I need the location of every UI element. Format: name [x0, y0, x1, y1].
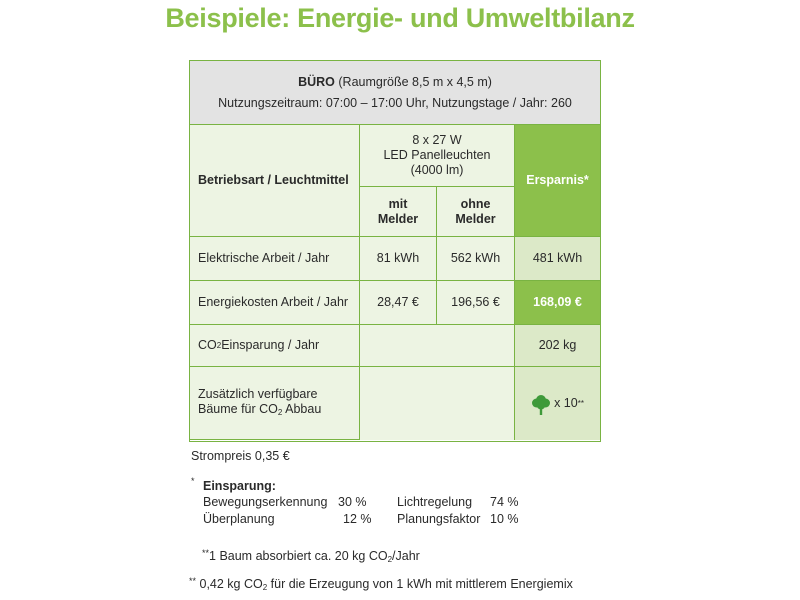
room-label: BÜRO — [298, 74, 335, 89]
row-electric-with: 81 kWh — [360, 237, 437, 281]
savings-item-motion-value: 30 % — [338, 495, 367, 509]
energy-table — [189, 60, 601, 442]
savings-item-planning-value: 10 % — [490, 512, 519, 526]
tree-icon — [531, 393, 551, 415]
row-header-label: Betriebsart / Leuchtmittel — [190, 125, 360, 237]
savings-item-overplanning-value: 12 % — [343, 512, 372, 526]
row-trees-empty — [360, 367, 515, 440]
row-cost-label: Energiekosten Arbeit / Jahr — [190, 281, 360, 325]
savings-item-daylight-label: Lichtregelung — [397, 495, 473, 509]
luminaire-header: 8 x 27 W LED Panelleuchten (4000 lm) — [360, 125, 515, 187]
row-electric-label: Elektrische Arbeit / Jahr — [190, 237, 360, 281]
row-co2-label: CO 2 Einsparung / Jahr — [190, 325, 360, 367]
row-cost-savings: 168,09 € — [515, 281, 600, 325]
row-co2-savings: 202 kg — [515, 325, 600, 367]
col-without-detector: ohne Melder — [437, 187, 515, 237]
savings-header: Ersparnis* — [515, 125, 600, 237]
savings-item-overplanning-label: Überplanung — [203, 512, 275, 526]
table-header-office — [190, 61, 600, 125]
electricity-price: Strompreis 0,35 € — [191, 449, 290, 463]
row-trees-savings: x 10 ** — [515, 367, 600, 440]
page-title: Beispiele: Energie- und Umweltbilanz — [165, 3, 635, 33]
footnote-tree: **1 Baum absorbiert ca. 20 kg $CO_2$/Jahr — [202, 548, 420, 564]
row-electric-without: 562 kWh — [437, 237, 515, 281]
row-cost-with: 28,47 € — [360, 281, 437, 325]
savings-title: Einsparung: — [203, 479, 276, 493]
row-co2-empty — [360, 325, 515, 367]
footnote-co2: ** 0,42 kg $CO_2$ für die Erzeugung von 1 kWh mit mittlerem Energiemix — [189, 576, 573, 592]
row-electric-savings: 481 kWh — [515, 237, 600, 281]
usage-info: Nutzungszeitraum: 07:00 – 17:00 Uhr, Nutzungstage / Jahr: 260 — [218, 95, 572, 110]
col-with-detector: mit Melder — [360, 187, 437, 237]
savings-item-planning-label: Planungsfaktor — [397, 512, 481, 526]
row-trees-label: Zusätzlich verfügbare Bäume für $CO_2$ Abbau — [190, 367, 360, 440]
savings-item-daylight-value: 74 % — [490, 495, 519, 509]
footnote-star: * — [191, 476, 195, 486]
savings-item-motion-label: Bewegungserkennung — [203, 495, 328, 509]
row-cost-without: 196,56 € — [437, 281, 515, 325]
room-size: (Raumgröße 8,5 m x 4,5 m) — [338, 74, 492, 89]
